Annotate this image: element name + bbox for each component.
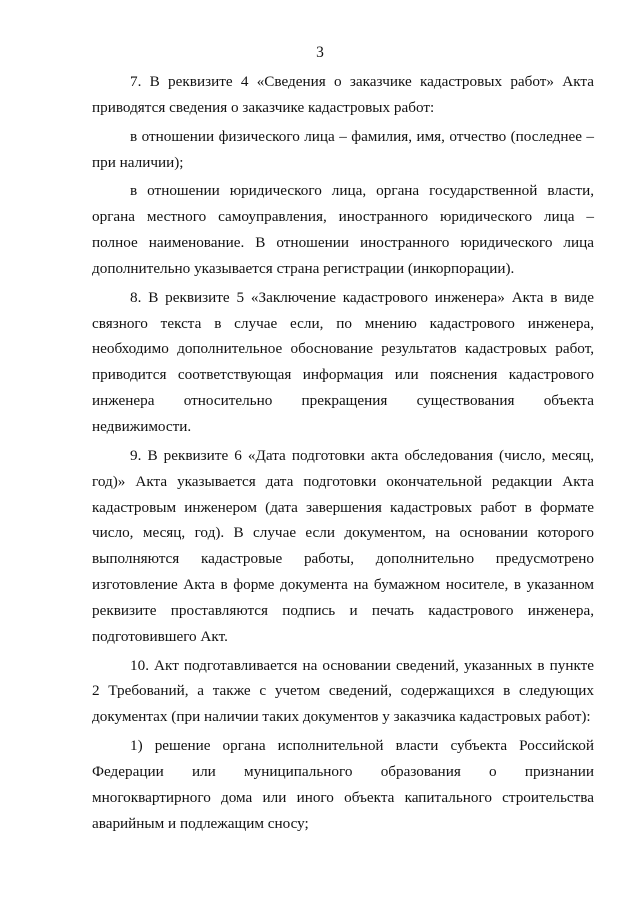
paragraph-individual: в отношении физического лица – фамилия, имя, отчество (последнее – при наличии);: [92, 127, 594, 171]
paragraph-item-9: 9. В реквизите 6 «Дата подготовки акта обследования (число, месяц, год)» Акта указывается дата подготовки окончательной редакции Акта кадастровым инженером (дата завершения кадастровых работ в формате число, месяц, год). В случае если документом, на основании которого выполняются кадастровые работы, дополнительно предусмотрено изготовление Акта в форме документа на бумажном носителе, в указанном реквизите проставляются подпись и печать кадастрового инженера, подготовившего Акт.: [92, 446, 594, 645]
paragraph-item-7: 7. В реквизите 4 «Сведения о заказчике кадастровых работ» Акта приводятся сведения о заказчике кадастровых работ:: [92, 73, 594, 116]
paragraph-legal-entity: в отношении юридического лица, органа государственной власти, органа местного самоуправления, иностранного юридического лица – полное наименование. В отношении иностранного юридического лица дополнительно указывается страна регистрации (инкорпорации).: [92, 182, 594, 277]
paragraph-item-10: 10. Акт подготавливается на основании сведений, указанных в пункте 2 Требований, а также с учетом сведений, содержащихся в следующих документах (при наличии таких документов у заказчика кадастровых работ):: [92, 656, 594, 726]
page-number: 3: [316, 44, 324, 61]
document-body: [92, 69, 594, 836]
paragraph-subitem-1: 1) решение органа исполнительной власти субъекта Российской Федерации или муниципального образования о признании многоквартирного дома или иного объекта капитального строительства аварийным и подлежащим сносу;: [92, 737, 594, 832]
paragraph-item-8: 8. В реквизите 5 «Заключение кадастрового инженера» Акта в виде связного текста в случае если, по мнению кадастрового инженера, необходимо дополнительное обоснование результатов кадастровых работ, приводится соответствующая информация или пояснения кадастрового инженера относительно прекращения существования объекта недвижимости.: [92, 288, 594, 435]
